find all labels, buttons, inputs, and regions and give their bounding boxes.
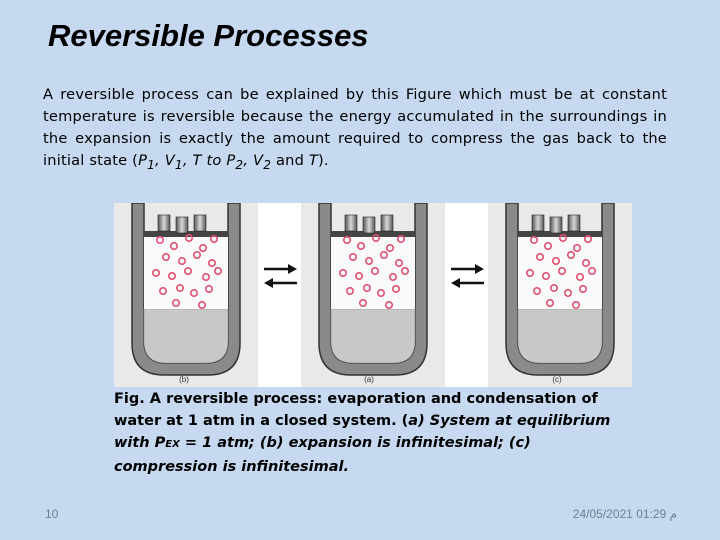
weight xyxy=(532,215,544,231)
weight xyxy=(345,215,357,231)
slide-number: 10 xyxy=(45,507,59,521)
weight xyxy=(176,217,188,233)
water-liquid xyxy=(518,309,602,363)
water-liquid xyxy=(144,309,228,363)
arrow-right-head xyxy=(475,264,484,274)
figure-label: (c) xyxy=(552,375,562,384)
date-time: م 01:29 24/05/2021 xyxy=(572,507,677,521)
container-2 xyxy=(301,203,445,387)
weight xyxy=(194,215,206,231)
equilibrium-arrows-1 xyxy=(264,264,297,288)
figure-label: (b) xyxy=(179,375,189,384)
container-1 xyxy=(114,203,258,387)
figure-label: (a) xyxy=(364,375,374,384)
body-paragraph: A reversible process can be explained by this Figure which must be at constant temperature is reversible because the energy accumulated in the surroundings in the expansion is exactly the amount required to compress the gas back to the initial state ($P_1$, $V_1$, T to $P_2$, $V_2$ and T). xyxy=(43,86,667,172)
equilibrium-arrows-2 xyxy=(451,264,484,288)
water-liquid xyxy=(331,309,415,363)
container-3 xyxy=(488,203,632,387)
weight xyxy=(568,215,580,231)
weight xyxy=(381,215,393,231)
slide-title: Reversible Processes xyxy=(48,18,369,53)
arrow-right-head xyxy=(288,264,297,274)
reversible-process-figure xyxy=(114,203,632,387)
arrow-left-head xyxy=(264,278,273,288)
weight xyxy=(363,217,375,233)
weight xyxy=(158,215,170,231)
weight xyxy=(550,217,562,233)
figure-illustration xyxy=(114,203,632,387)
figure-caption: Fig. A reversible process: evaporation and condensation of water at 1 atm in a closed system. (a) System at equilibrium with PEX = 1 atm; (b) expansion is infinitesimal; (c) compression is infinitesimal. xyxy=(114,391,611,475)
arrow-left-head xyxy=(451,278,460,288)
